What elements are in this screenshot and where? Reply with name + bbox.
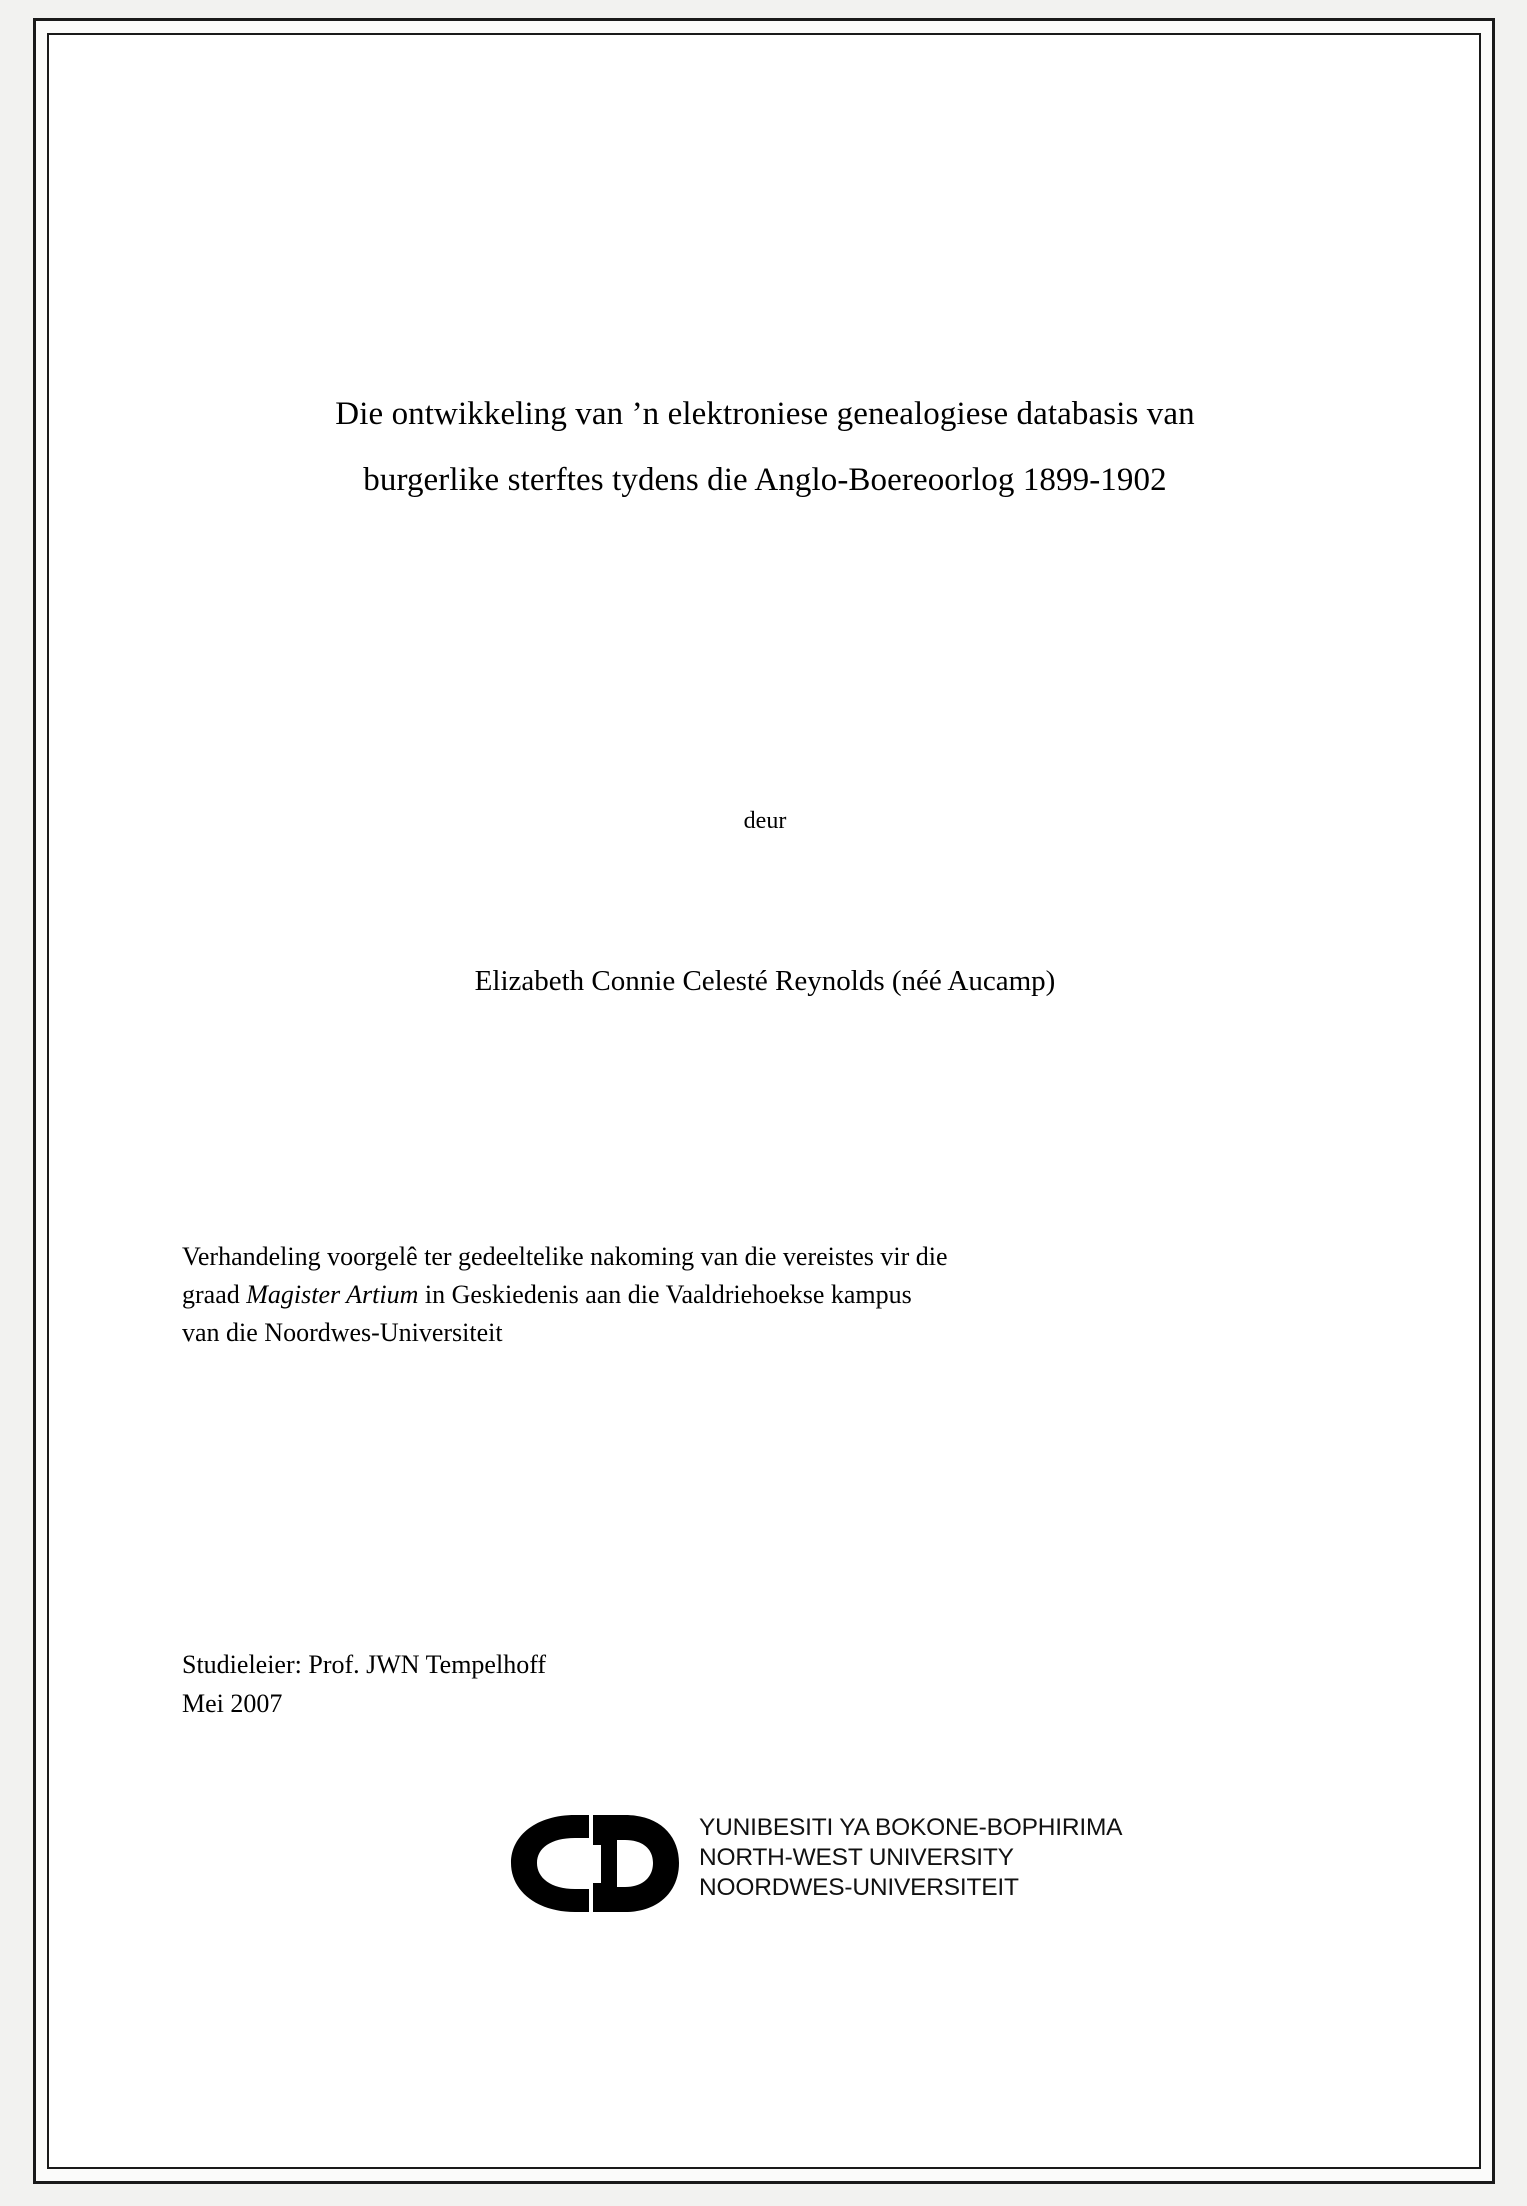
degree-statement-line-2-pre: graad: [182, 1280, 247, 1309]
author-name: Elizabeth Connie Celesté Reynolds (néé Aucamp): [474, 965, 1056, 997]
by-label: deur: [743, 808, 787, 834]
logo-line-1: YUNIBESITI YA BOKONE-BOPHIRIMA: [699, 1814, 1123, 1841]
logo-line-3: NOORDWES-UNIVERSITEIT: [699, 1874, 1019, 1901]
degree-name: Magister Artium: [246, 1280, 419, 1309]
page-content: [47, 33, 1481, 2169]
supervisor-line: Studieleier: Prof. JWN Tempelhoff: [182, 1650, 547, 1679]
nwu-logo-icon: [507, 1811, 687, 1916]
date-line: Mei 2007: [182, 1689, 283, 1718]
degree-statement-line-2: [182, 1276, 1342, 1314]
title-line-2: burgerlike sterftes tydens die Anglo-Boereoorlog 1899-1902: [363, 462, 1167, 498]
degree-statement: [182, 1238, 1342, 1352]
degree-statement-line-3: van die Noordwes-Universiteit: [182, 1318, 503, 1347]
supervisor-block: [182, 1645, 1342, 1723]
logo-line-2: NORTH-WEST UNIVERSITY: [699, 1844, 1014, 1871]
university-logo-text: [699, 1813, 1122, 1903]
page-title: [185, 381, 1345, 513]
university-logo: [477, 1803, 1123, 1923]
degree-statement-line-1: Verhandeling voorgelê ter gedeeltelike nakoming van die vereistes vir die: [182, 1242, 948, 1271]
title-line-1: Die ontwikkeling van ’n elektroniese genealogiese databasis van: [335, 396, 1195, 432]
degree-statement-line-2-post: in Geskiedenis aan die Vaaldriehoekse kampus: [418, 1280, 912, 1309]
